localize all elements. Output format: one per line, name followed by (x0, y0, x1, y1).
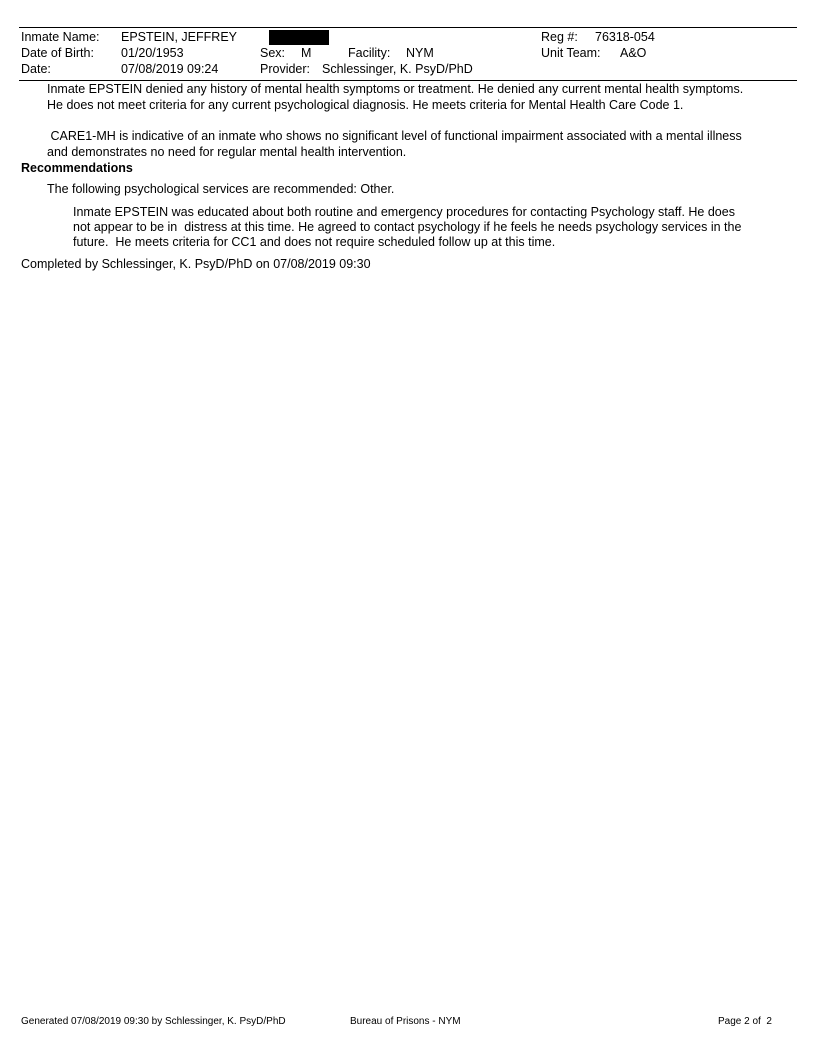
date-label: Date: (21, 62, 51, 76)
recommendation-line-2: not appear to be in distress at this time. He agreed to contact psychology if he feels he needs psychology services in the (73, 220, 742, 234)
assessment-line-1: Inmate EPSTEIN denied any history of mental health symptoms or treatment. He denied any current mental health symptoms. (47, 82, 744, 96)
provider-value: Schlessinger, K. PsyD/PhD (322, 62, 473, 76)
recommendation-line-1: Inmate EPSTEIN was educated about both routine and emergency procedures for contacting Psychology staff. He does (73, 205, 735, 219)
footer-generated: Generated 07/08/2019 09:30 by Schlessinger, K. PsyD/PhD (21, 1016, 286, 1027)
header-bottom-rule (19, 80, 797, 81)
recommendation-line-3: future. He meets criteria for CC1 and does not require scheduled follow up at this time. (73, 235, 556, 249)
redaction-block (269, 30, 329, 45)
footer-bureau: Bureau of Prisons - NYM (350, 1016, 461, 1027)
date-value: 07/08/2019 09:24 (121, 62, 219, 76)
dob-value: 01/20/1953 (121, 46, 184, 60)
recommendations-heading: Recommendations (21, 161, 133, 175)
care-level-line-1: CARE1-MH is indicative of an inmate who shows no significant level of functional impairment associated with a mental illness (47, 129, 742, 143)
facility-value: NYM (406, 46, 434, 60)
recommended-services: The following psychological services are recommended: Other. (47, 182, 395, 196)
footer-page-number: Page 2 of 2 (718, 1016, 772, 1027)
completed-by: Completed by Schlessinger, K. PsyD/PhD on 07/08/2019 09:30 (21, 257, 371, 271)
reg-number-value: 76318-054 (595, 30, 655, 44)
sex-label: Sex: (260, 46, 286, 60)
sex-value: M (301, 46, 312, 60)
facility-label: Facility: (348, 46, 391, 60)
inmate-name-value: EPSTEIN, JEFFREY (121, 30, 237, 44)
header-top-rule (19, 27, 797, 28)
dob-label: Date of Birth: (21, 46, 94, 60)
unit-team-label: Unit Team: (541, 46, 601, 60)
assessment-line-2: He does not meet criteria for any current psychological diagnosis. He meets criteria for Mental Health Care Code 1. (47, 98, 684, 112)
reg-number-label: Reg #: (541, 30, 578, 44)
patient-header (21, 30, 797, 78)
inmate-name-label: Inmate Name: (21, 30, 100, 44)
unit-team-value: A&O (620, 46, 647, 60)
care-level-line-2: and demonstrates no need for regular mental health intervention. (47, 145, 407, 159)
provider-label: Provider: (260, 62, 311, 76)
